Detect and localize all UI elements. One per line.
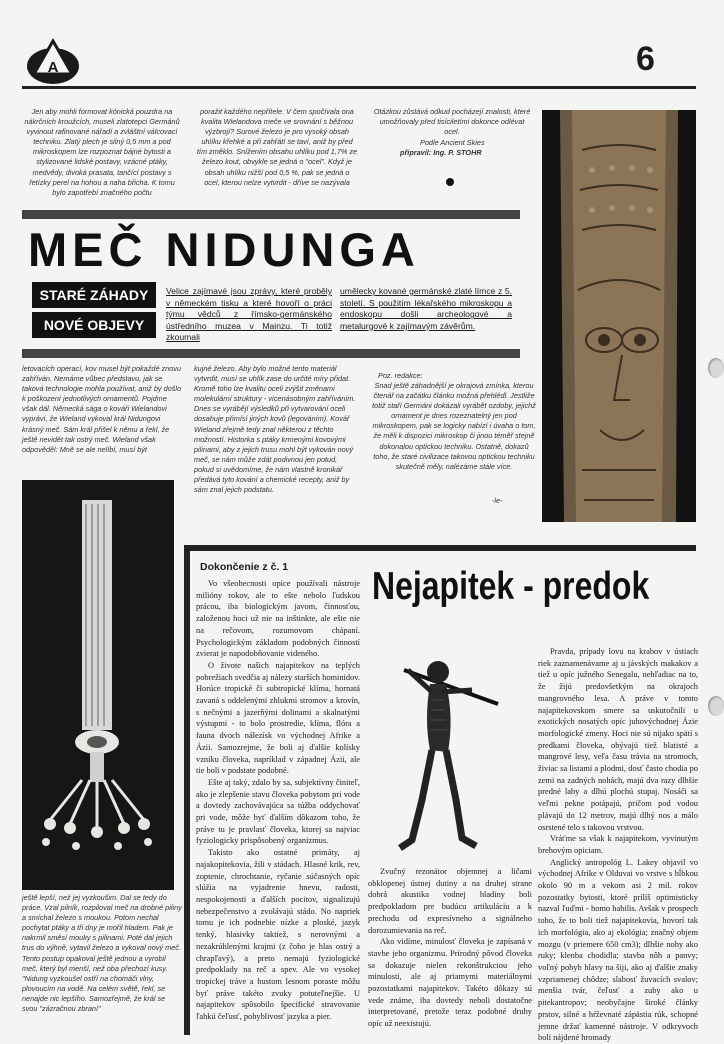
binder-hole	[708, 358, 724, 378]
article-frame-left	[184, 545, 190, 1035]
badge-nove-objevy: NOVÉ OBJEVY	[32, 312, 156, 338]
continuation-heading: Dokončenie z č. 1	[200, 561, 289, 573]
headline-title: MEČ NIDUNGA	[28, 223, 420, 276]
editor-note-heading: Poz. redakce:	[378, 371, 423, 380]
page-number: 6	[636, 40, 655, 78]
top-column-1: Jen aby mohli formovat kónická pouzdra na nákrčních kroužcích, museli zlatotepci Germánů vyvinout rafinované nářadí a zvláštní válcovací techniku. Zlatý plech je silný 0,5 mm a pod mikroskopem lze rozpoznat bájné bytosti a stylizované lidské postavy, vzácné ptáky, medvědy, divoká prasata, tančící postavy s řetízky perel na hohou a naha břicha. K tomu bylo zapotřebí značného počtu	[24, 107, 180, 197]
headline-lead-1: Velice zajímavé jsou zprávy, které proběly v německém tisku a které hovoří o práci týmu vědců z římsko-germánského ústředního muzea v Mainzu. Ti totiž zkoumali	[166, 286, 332, 343]
source-line: Podle Ancient Skies	[420, 138, 485, 147]
article3-column-2: Pravda, prípady lovu na krabov v ústiach riek zaznamenávame aj u jávských makakov a tiež u opíc južného Senegalu, nehľadiac na to, že žijú predovšetkým na okrajoch mangrovného lesa. A práve v tomto najapitekovskom smere sa uskutočnili u exotických nosatých opíc juhovýchodnej Ázie morfologické zmeny. Hoci nie sú nijako spätí s predkami človeka, obývajú tiež blatisté a mangrové lesy, veľa času trávia na stromoch, živiac sa listami a plodmi, dosť často chodia po zemi na zadných nohách, majú dva razy dlhšie predné laby a dlhú plochú stupaj. Nosáči sa veľmi pekne potápajú, pričom pod vodou plávajú do 12 metrov, majú dlhý nos a málo osrstené telo s takovou vrstvou. Vráťme sa však k najapitekom, vyvinutým brehovým opiciam. Anglický antropológ L. Lakey objavil vo východnej Afrike v Olduvai vo vrstve s hĺbkou okolo 90 m a vekom asi 2 mil. rokov pozostatky bytosti, ktoré prílíš optimisticky nazval ľuďmi - homo habilis. Avšak v prospech toho, že to boli tiež najapitekovia, hovorí tak ich morfológia, ako aj ekológia; značný objem mozgu (v priemere 650 cm3); dlhšie nohy ako ruky; klenba chodidla; stavba nôh a panvy; voľný pohyb hlavy na šiji, ako aj ďalšie znaky vzpriamenej chôdze; slabosť žuvacích svalov; menšia tvár, čeľusť a zuby ako u pitekantropov; neobyčajne široké články prstov, silné a hŕževnaté zápästia rúk, schopné jemne držať kamenné nástroje. V odkryvoch boli nájdené hromady	[538, 647, 698, 1043]
binder-hole	[708, 696, 724, 716]
middle-column-1: letovacích operací, kov musel být pokaždé znovu zahříván. Nemáme vůbec představu, jak se taková technologie mohla používat, aniž by došlo k poškození jednotlivých ornamentů. Pojdme však dál. Německá sága o kováři Wielandovi vypráví, že Wieland vykoval král Nidungovi krásný meč. Sám král přišel k němu a řekl, že ještě nevidět tak ostrý meč. Wieland však odpověděl: Mně se ale nelíbí, musí být	[22, 364, 182, 454]
middle-column-2: kujné železo. Aby bylo možné tento materiál vytvrdit, musí se uhlík zase do určité míry přidat. Kromě toho lze kvalitu oceli zvýšit změnami molekulární struktury - vícenásobným zahříváním. Dnes se vyrábějí výsledků při vytvarování oceli dosahuje přimísí jiných kovů (legováním). Kovář Wieland zřejmě tedy znal některou z těchto možností. Historka s ptáky krmenými kovovými pilinami, aby z jejich trusu mohl být vykován nový meč, se nám může zdát podivnou jen potud, pokud si uvědomíme, že nám vlastně kronikář předává tyto kování a chemické recepty, aniž by sám znal jejich podstatu.	[194, 364, 356, 495]
article2-body: Vo všeobecnosti opice používali nástroje milióny rokov, ale to ešte nebolo ľudskou prácou, iba biologickým javom, činnosťou, založenou hoci už nie na inštinkte, ale ešte nie na rečovom, rozumovom chápaní. Psychologickým základom podobných činností zvierat je napodobňovanie videného. O živote našich najapitekov na teplých pobrežiach svedčia aj nálezy starších hominidov. Horúce tropické či subtropické klíma, hornatá zavaná s oddelenými zhlukmi stromov a krovín, s nečnými a jazerňými dolinami a skalnatými výstupmi - to bolo prostredie, klíma, flóra a fauna dvoch nálezísk vo východnej Afrike a Ázii. Samozrejme, že boli aj ďalšie kolísky vzniku človeka, napríklad v západnej Ázii, ale tie boli v podstate podobné. Ešte aj taký, zdalo by sa, subjektívny činiteľ, ako je zlepšenie stavu človeka pobytom pri vode a dovtedy zachovávajúca sa túžba oddychovať pri vode, môže byť ďalším dôkazom toho, že práve tu je pravlasť človeka, ktorej sa najviac fyziologicky prispôsobený organizmus. Takisto ako ostatné primáty, aj najakopitekovia, žili v stádach. Hlasné krik, rev, zoptenie, chrochtanie, ryčanie súčasných opíc slúžia na vyjadrenie hnevu, radosti, nespokojenosti a ďalších pocitov, signalizujú nebezpečenstvo a zvolávajú stádo. No napriek tomu je ich podnebie nízke a ploské, jazyk tenký, hlasivky taktiež, s nerovnými a nezakrúhlenými krajmi (z čoho je hlas ostrý a chrapľavý), a preto nemajú fyziologické predpoklady na reč a spev. Ale vo vysokej tropickej tráve a hustom lesnom poraste môžu byť práve takéto zvuky potuteľnejšie. U najapitekov spôsobilo špecifické stravovanie ľahkú čeľusť, pohyblivosť jazyka a pier.	[196, 579, 360, 1022]
sword-photo	[22, 480, 174, 890]
bottom-left-text: ještě lepší, než jej vyzkoušim. Dal se tedy do práce. Vzal pilník, rozpiloval meč na drobné piliny a smíchal železo s moukou. Potom nechal pochytat ptáky a tři dny je mořil hladem. Pak je nakrmil směsí mouky s pilinami. Poté dal jejich trus do výhně, vytavil železo a vykoval nový meč. Tento postup opakoval ještě jednou a vyrobil meč, který byl menší, než oba přechozí kusy. "Nidung vyzkoušel ostří na chomáči vlny, plovoucím na vodě. Na celém světě, řekl, se nenajde nic lepšího. Samozřejmě, že král se svou "zázračnou zbraní"	[22, 893, 182, 1014]
credit-line: připravil: Ing. P. STOHR	[400, 148, 482, 157]
primitive-man-drawing	[386, 640, 526, 860]
article-frame-top	[184, 545, 696, 551]
logo	[24, 38, 82, 88]
article3-column-1: Zvučný rezonátor objemnej a ličami obklopenej ústnej dutiny a na druhej strane dobrá akustika vodnej hladiny boli predpokladom pre budúcu artikuláciu a k prechodu od expresívneho a signálneho dorozumievania na reč. Ako vidíme, minulosť človeka je zapísaná v stavbe jeho organizmu. Prírodný pôvod človeka sa dokazuje nielen rekonštrukciou jeho minulosti, ale aj priamymi materiálnymi pozostatkami najapitekov. Takéto dôkazy sú vede známe, iba dovtedy neboli dostatočne interpretované, pretože teraz podobné druhy opíc už neexistujú.	[368, 867, 532, 1029]
top-column-2: poražit každého nepřítele. V čem spočívala ona kvalita Wielandova meče ve srovnání s běžnou výzbrojí? Surové železo je pro vysoký obsah uhlíku křehké a při zahřátí se taví, aniž by před tím změklo. Snížením obsahu uhlíku pod 1,7% ze železo kout, obvykle se jedná o "ocel". Když je obsah uhlíku nižší pod 0,5 %, pak se jedná o ocel, kterou nelze vytvrdit - dříve se nazývala	[196, 107, 358, 187]
mask-photo	[542, 110, 696, 522]
article3-title: Nejapitek - predok	[372, 565, 650, 608]
badge-stare-zahady: STARÉ ZÁHADY	[32, 282, 156, 308]
editor-signature: -le-	[492, 496, 503, 505]
top-column-3: Otázkou zůstává odkud pocházejí znalosti, které umožňovaly před tisíciletími dokonce odlévat ocel.	[373, 107, 531, 137]
banner-rule-bottom	[22, 349, 520, 358]
headline-lead-2: umělecky kované germánské zlaté límce z 5. století. S použitím lékařského mikroskopu a endoskopu došli archeologové a metalurgové k zajímavým závěrům.	[340, 286, 512, 331]
banner-rule-top	[22, 210, 520, 219]
header-rule	[22, 86, 696, 89]
editor-note: Snad ještě záhadnější je okrajová zmínka, kterou čtenář na začátku článku možná přehlédl. Jestliže totiž staří Germáni dokázali vyrábět ozdoby, jejichž ornament je dnes rozeznatelný jen pod mikroskopem, pak se logicky nabízí i úvaha o tom, že měli k dispozici mikroskop či jinou téměř stejně dokonalou optickou techniku. Ostatně, dokazů toho, že staré civilizace takovou optickou techniku skutečně měly, nalézáme stále více.	[372, 381, 536, 471]
bullet-dot	[446, 178, 454, 186]
svg-text:A: A	[47, 59, 59, 76]
